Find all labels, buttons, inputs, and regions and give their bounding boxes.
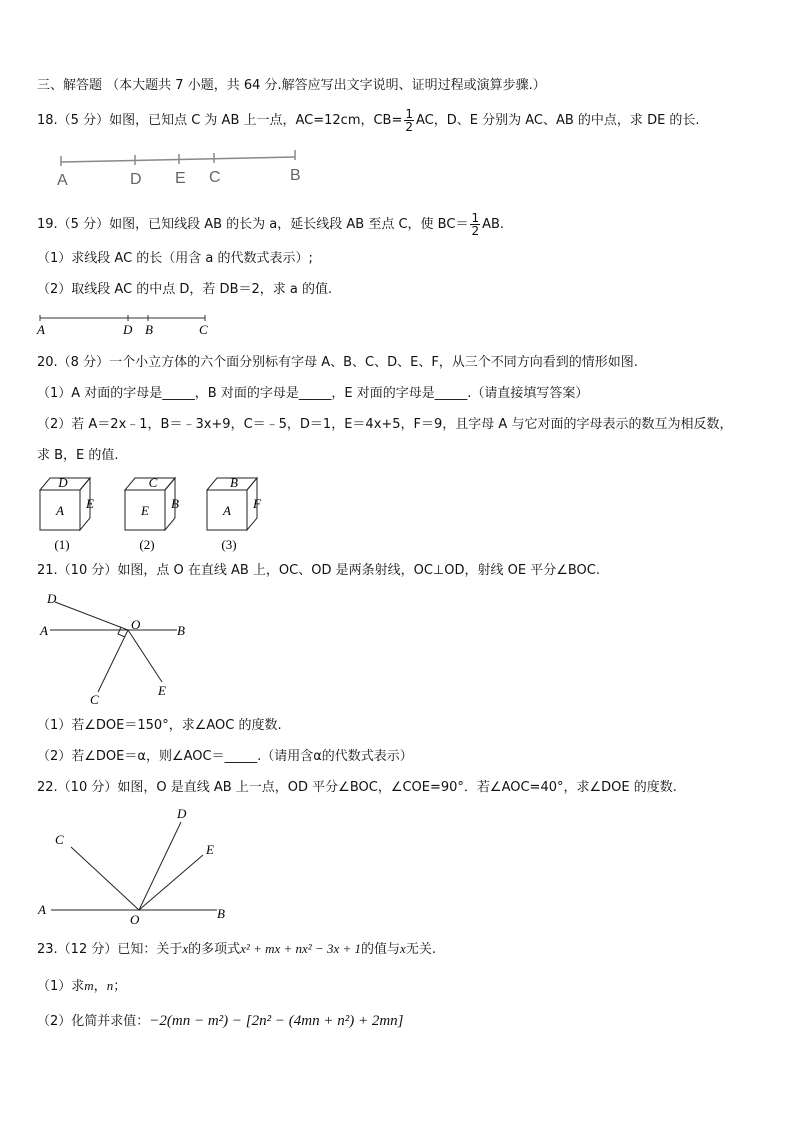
q21-stem: 21.（10 分）如图，点 O 在直线 AB 上，OC、OD 是两条射线，OC⊥OD，射线 OE 平分∠BOC. xyxy=(37,563,600,578)
cube-1-top: D xyxy=(58,475,68,490)
q19-label-a: A xyxy=(37,322,45,337)
cube-1-front: A xyxy=(56,503,64,518)
cube-3-caption: (3) xyxy=(221,537,237,552)
cube-2-side: B xyxy=(171,496,179,511)
q19-label-d: D xyxy=(123,322,133,337)
q22-stem: 22.（10 分）如图，O 是直线 AB 上一点，OD 平分∠BOC，∠COE=90°．若∠AOC=40°，求∠DOE 的度数. xyxy=(37,780,677,795)
q18-label-a: A xyxy=(57,172,68,189)
q20-sub2-line2: 求 B，E 的值. xyxy=(37,448,119,463)
q21-label-d: D xyxy=(47,591,57,606)
q23-sub2-expression: −2(mn − m²) − [2n² − (4mn + n²) + 2mn] xyxy=(149,1013,404,1029)
q23-sub2-label: （2）化简并求值： xyxy=(37,1014,150,1029)
q19-label-b: B xyxy=(145,322,153,337)
cube-3 xyxy=(207,475,262,552)
q23-sub2 xyxy=(37,1012,404,1031)
q19-text-before: 19.（5 分）如图，已知线段 AB 的长为 a，延长线段 AB 至点 C，使 BC＝ xyxy=(37,217,469,232)
cube-3-top: B xyxy=(230,475,238,490)
q22-angle-figure xyxy=(33,800,233,925)
q20-sub1: （1）A 对面的字母是_____，B 对面的字母是_____，E 对面的字母是_____.（请直接填写答案） xyxy=(37,386,589,401)
q23-stem xyxy=(37,940,436,959)
q18-fraction xyxy=(404,108,414,133)
q20-cubes-figure xyxy=(35,472,275,557)
q23-text-after: 无关. xyxy=(405,942,436,957)
q18-frac-den: 2 xyxy=(405,120,414,134)
q22-label-o: O xyxy=(130,912,140,925)
q19-sub1: （1）求线段 AC 的长（用含 a 的代数式表示）; xyxy=(37,251,313,266)
q21-sub2: （2）若∠DOE＝α，则∠AOC＝_____.（请用含α的代数式表示） xyxy=(37,749,413,764)
q21-label-b: B xyxy=(177,623,185,638)
q23-text-before: 23.（12 分）已知：关于 xyxy=(37,942,183,957)
q23-sub1-n: n xyxy=(106,978,114,993)
q22-label-d: D xyxy=(177,806,187,821)
q21-label-a: A xyxy=(40,623,48,638)
q18-label-e: E xyxy=(175,170,186,187)
q19-frac-num: 1 xyxy=(471,211,480,225)
q19-stem xyxy=(37,212,504,237)
q21-sub1: （1）若∠DOE＝150°，求∠AOC 的度数. xyxy=(37,718,282,733)
q18-label-b: B xyxy=(290,167,301,184)
q20-stem: 20.（8 分）一个小立方体的六个面分别标有字母 A、B、C、D、E、F，从三个不同方向看到的情形如图. xyxy=(37,355,638,370)
q18-label-c: C xyxy=(209,169,221,186)
cube-3-front: A xyxy=(223,503,231,518)
q19-frac-den: 2 xyxy=(471,224,480,238)
cube-2-front: E xyxy=(141,503,149,518)
section-title: 三、解答题 xyxy=(37,78,103,93)
cube-2-top: C xyxy=(148,475,158,490)
q22-label-e: E xyxy=(206,842,214,857)
cube-1-caption: (1) xyxy=(54,537,70,552)
q21-label-e: E xyxy=(158,683,166,698)
q19-fraction xyxy=(470,212,480,237)
q19-label-c: C xyxy=(199,322,208,337)
q18-text-before: 18.（5 分）如图，已知点 C 为 AB 上一点，AC=12cm，CB= xyxy=(37,113,403,128)
q18-frac-num: 1 xyxy=(405,107,414,121)
q19-segment-figure xyxy=(35,310,215,340)
q19-text-after: AB. xyxy=(482,217,505,232)
q22-label-a: A xyxy=(38,902,46,917)
q23-sub1: （1）求m，n； xyxy=(37,978,127,994)
q23-polynomial: x² + mx + nx² − 3x + 1 xyxy=(240,941,362,956)
q23-sub1-text: （1）求 xyxy=(37,979,85,994)
q18-stem xyxy=(37,108,700,133)
cube-2 xyxy=(125,475,179,552)
q23-text-mid2: 的值与 xyxy=(361,942,401,957)
q21-label-c: C xyxy=(90,692,99,705)
q23-sub1-m: m xyxy=(84,978,94,993)
q18-segment-figure xyxy=(55,148,315,190)
cube-3-side: F xyxy=(253,496,261,511)
q23-var-x-2: x xyxy=(400,941,406,956)
q18-label-d: D xyxy=(130,171,142,188)
cube-2-caption: (2) xyxy=(139,537,155,552)
cube-1 xyxy=(40,475,94,552)
section-note: （本大题共 7 小题，共 64 分.解答应写出文字说明、证明过程或演算步骤.） xyxy=(106,78,546,93)
q18-text-after: AC，D、E 分别为 AC、AB 的中点，求 DE 的长. xyxy=(416,113,700,128)
q21-angle-figure xyxy=(35,585,205,705)
section-header xyxy=(37,77,546,95)
q22-label-b: B xyxy=(217,906,225,921)
q22-label-c: C xyxy=(55,832,64,847)
q21-label-o: O xyxy=(131,617,141,632)
q23-var-x: x xyxy=(182,941,189,956)
q23-text-mid: 的多项式 xyxy=(188,942,241,957)
q19-sub2: （2）取线段 AC 的中点 D，若 DB＝2，求 a 的值. xyxy=(37,282,333,297)
q20-sub2-line1: （2）若 A＝2x﹣1，B＝﹣3x+9，C＝﹣5，D＝1，E＝4x+5，F＝9，且字母 A 与它对面的字母表示的数互为相反数， xyxy=(37,417,733,432)
cube-1-side: E xyxy=(86,496,94,511)
